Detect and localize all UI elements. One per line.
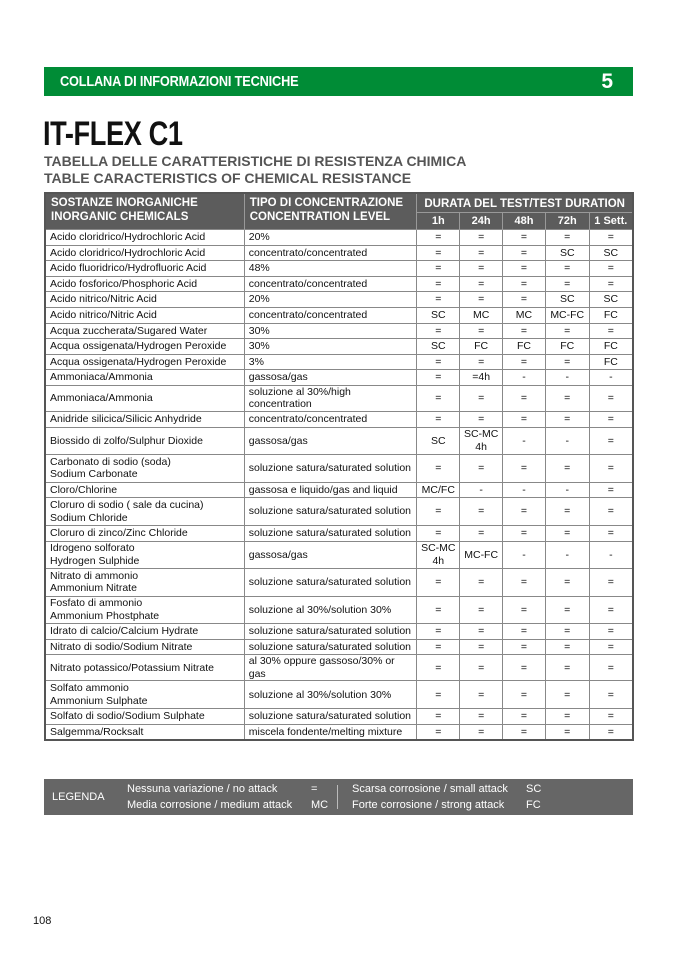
subtitle-italian: TABELLA DELLE CARATTERISTICHE DI RESISTENZA CHIMICA [44, 153, 467, 169]
result-cell: = [460, 498, 503, 526]
result-cell: - [460, 482, 503, 498]
result-cell: = [503, 411, 546, 427]
result-cell: = [545, 411, 589, 427]
table-row [45, 624, 633, 640]
table-row [45, 307, 633, 323]
result-cell: = [545, 276, 589, 292]
result-cell: = [545, 385, 589, 411]
concentration-cell: concentrato/concentrated [244, 411, 417, 427]
concentration-cell: 3% [244, 354, 417, 370]
result-cell: - [545, 427, 589, 455]
result-cell: MC-FC [460, 541, 503, 569]
result-cell: = [589, 230, 633, 246]
result-cell: = [460, 596, 503, 624]
substance-cell: Acido fluoridrico/Hydrofluoric Acid [45, 261, 244, 277]
result-cell: = [545, 709, 589, 725]
result-cell: = [589, 569, 633, 597]
result-cell: = [503, 276, 546, 292]
concentration-cell: gassosa e liquido/gas and liquid [244, 482, 417, 498]
result-cell: FC [589, 307, 633, 323]
result-cell: SC [545, 292, 589, 308]
result-cell: = [417, 681, 460, 709]
result-cell: = [417, 292, 460, 308]
result-cell: = [545, 639, 589, 655]
header-duration: DURATA DEL TEST/TEST DURATION [417, 193, 633, 213]
header-duration-col: 1 Sett. [589, 213, 633, 230]
substance-cell: Acqua zuccherata/Sugared Water [45, 323, 244, 339]
result-cell: MC-FC [545, 307, 589, 323]
result-cell: = [417, 525, 460, 541]
result-cell: = [545, 681, 589, 709]
substance-cell: Anidride silicica/Silicic Anhydride [45, 411, 244, 427]
series-header-bar [44, 67, 633, 96]
result-cell: = [417, 323, 460, 339]
chemical-resistance-table [44, 192, 634, 741]
table-row [45, 681, 633, 709]
chapter-number: 5 [601, 70, 613, 93]
result-cell: = [503, 354, 546, 370]
result-cell: SC [417, 339, 460, 355]
concentration-cell: soluzione satura/saturated solution [244, 569, 417, 597]
header-duration-col: 1h [417, 213, 460, 230]
result-cell: = [503, 681, 546, 709]
substance-cell: Salgemma/Rocksalt [45, 724, 244, 740]
result-cell: - [503, 482, 546, 498]
concentration-cell: 48% [244, 261, 417, 277]
concentration-cell: soluzione al 30%/solution 30% [244, 596, 417, 624]
legend-label: Nessuna variazione / no attack [127, 783, 278, 795]
result-cell: = [460, 569, 503, 597]
result-cell: = [589, 385, 633, 411]
result-cell: = [545, 655, 589, 681]
result-cell: = [460, 261, 503, 277]
result-cell: = [417, 596, 460, 624]
result-cell: = [503, 323, 546, 339]
result-cell: = [460, 411, 503, 427]
substance-cell: Cloruro di sodio ( sale da cucina) Sodium Chloride [45, 498, 244, 526]
result-cell: = [545, 569, 589, 597]
result-cell: - [503, 427, 546, 455]
substance-cell: Carbonato di sodio (soda) Sodium Carbonate [45, 455, 244, 483]
substance-cell: Fosfato di ammonio Ammonium Phostphate [45, 596, 244, 624]
result-cell: = [503, 498, 546, 526]
result-cell: = [460, 292, 503, 308]
legend-code: SC [526, 783, 542, 795]
concentration-cell: soluzione satura/saturated solution [244, 709, 417, 725]
table-row [45, 541, 633, 569]
result-cell: = [460, 624, 503, 640]
result-cell: SC [417, 427, 460, 455]
result-cell: = [417, 655, 460, 681]
legend-bar [44, 779, 633, 815]
result-cell: = [589, 655, 633, 681]
result-cell: =4h [460, 370, 503, 386]
legend-label: Forte corrosione / strong attack [352, 799, 505, 811]
result-cell: = [460, 525, 503, 541]
result-cell: = [460, 655, 503, 681]
header-concentration: TIPO DI CONCENTRAZIONE CONCENTRATION LEVEL [244, 193, 417, 230]
result-cell: - [503, 541, 546, 569]
table-row [45, 385, 633, 411]
result-cell: = [503, 261, 546, 277]
result-cell: = [417, 354, 460, 370]
concentration-cell: soluzione satura/saturated solution [244, 639, 417, 655]
result-cell: = [545, 261, 589, 277]
legend-code: MC [311, 799, 329, 811]
substance-cell: Ammoniaca/Ammonia [45, 370, 244, 386]
result-cell: = [460, 323, 503, 339]
result-cell: MC/FC [417, 482, 460, 498]
substance-cell: Cloro/Chlorine [45, 482, 244, 498]
result-cell: = [589, 498, 633, 526]
concentration-cell: gassosa/gas [244, 370, 417, 386]
table-row [45, 498, 633, 526]
result-cell: FC [503, 339, 546, 355]
legend-divider [337, 785, 338, 809]
table-row [45, 724, 633, 740]
substance-cell: Nitrato di sodio/Sodium Nitrate [45, 639, 244, 655]
table-row [45, 370, 633, 386]
result-cell: MC [460, 307, 503, 323]
result-cell: = [417, 569, 460, 597]
result-cell: = [589, 261, 633, 277]
substance-cell: Acido nitrico/Nitric Acid [45, 307, 244, 323]
result-cell: = [589, 624, 633, 640]
result-cell: SC [417, 307, 460, 323]
result-cell: = [589, 482, 633, 498]
result-cell: SC-MC 4h [417, 541, 460, 569]
table-row [45, 482, 633, 498]
result-cell: = [417, 624, 460, 640]
table-row [45, 639, 633, 655]
result-cell: = [589, 276, 633, 292]
table-row [45, 261, 633, 277]
table-row [45, 339, 633, 355]
table-row [45, 411, 633, 427]
result-cell: = [503, 230, 546, 246]
result-cell: = [417, 709, 460, 725]
concentration-cell: soluzione satura/saturated solution [244, 498, 417, 526]
substance-cell: Idrato di calcio/Calcium Hydrate [45, 624, 244, 640]
table-row [45, 276, 633, 292]
substance-cell: Nitrato di ammonio Ammonium Nitrate [45, 569, 244, 597]
table-row [45, 655, 633, 681]
substance-cell: Acido fosforico/Phosphoric Acid [45, 276, 244, 292]
table-row [45, 354, 633, 370]
concentration-cell: concentrato/concentrated [244, 245, 417, 261]
result-cell: = [503, 596, 546, 624]
result-cell: = [503, 245, 546, 261]
table-row [45, 455, 633, 483]
result-cell: = [589, 709, 633, 725]
result-cell: = [460, 245, 503, 261]
substance-cell: Biossido di zolfo/Sulphur Dioxide [45, 427, 244, 455]
result-cell: FC [545, 339, 589, 355]
result-cell: = [417, 261, 460, 277]
header-duration-col: 48h [503, 213, 546, 230]
concentration-cell: gassosa/gas [244, 427, 417, 455]
legend-code: FC [526, 799, 541, 811]
concentration-cell: al 30% oppure gassoso/30% or gas [244, 655, 417, 681]
substance-cell: Solfato ammonio Ammonium Sulphate [45, 681, 244, 709]
result-cell: = [545, 724, 589, 740]
result-cell: MC [503, 307, 546, 323]
result-cell: FC [589, 354, 633, 370]
result-cell: = [417, 724, 460, 740]
header-duration-col: 24h [460, 213, 503, 230]
result-cell: = [460, 709, 503, 725]
result-cell: = [589, 427, 633, 455]
result-cell: = [417, 455, 460, 483]
result-cell: = [417, 276, 460, 292]
result-cell: = [589, 455, 633, 483]
concentration-cell: miscela fondente/melting mixture [244, 724, 417, 740]
substance-cell: Acqua ossigenata/Hydrogen Peroxide [45, 339, 244, 355]
table-row [45, 230, 633, 246]
result-cell: - [545, 370, 589, 386]
legend-title: LEGENDA [52, 791, 105, 803]
result-cell: = [503, 655, 546, 681]
substance-cell: Nitrato potassico/Potassium Nitrate [45, 655, 244, 681]
result-cell: = [503, 709, 546, 725]
concentration-cell: 30% [244, 323, 417, 339]
result-cell: = [589, 639, 633, 655]
concentration-cell: concentrato/concentrated [244, 307, 417, 323]
result-cell: = [503, 624, 546, 640]
substance-cell: Solfato di sodio/Sodium Sulphate [45, 709, 244, 725]
result-cell: = [460, 681, 503, 709]
result-cell: = [417, 639, 460, 655]
concentration-cell: concentrato/concentrated [244, 276, 417, 292]
result-cell: SC-MC 4h [460, 427, 503, 455]
legend-label: Scarsa corrosione / small attack [352, 783, 508, 795]
substance-cell: Acido nitrico/Nitric Acid [45, 292, 244, 308]
result-cell: = [503, 455, 546, 483]
result-cell: = [545, 354, 589, 370]
legend-code: = [311, 783, 318, 795]
table-row [45, 569, 633, 597]
result-cell: = [417, 411, 460, 427]
result-cell: = [503, 639, 546, 655]
substance-cell: Acido cloridrico/Hydrochloric Acid [45, 230, 244, 246]
subtitle-english: TABLE CARACTERISTICS OF CHEMICAL RESISTANCE [44, 170, 412, 186]
result-cell: = [589, 724, 633, 740]
result-cell: - [589, 541, 633, 569]
product-title: IT-FLEX C1 [43, 115, 183, 153]
table-row [45, 245, 633, 261]
table-row [45, 323, 633, 339]
table-row [45, 525, 633, 541]
result-cell: SC [589, 245, 633, 261]
concentration-cell: soluzione satura/saturated solution [244, 624, 417, 640]
table-row [45, 427, 633, 455]
result-cell: = [545, 525, 589, 541]
result-cell: SC [589, 292, 633, 308]
table-row [45, 596, 633, 624]
concentration-cell: soluzione al 30%/solution 30% [244, 681, 417, 709]
result-cell: = [417, 385, 460, 411]
substance-cell: Idrogeno solforato Hydrogen Sulphide [45, 541, 244, 569]
result-cell: = [460, 639, 503, 655]
table-row [45, 709, 633, 725]
result-cell: FC [589, 339, 633, 355]
concentration-cell: 30% [244, 339, 417, 355]
result-cell: = [503, 525, 546, 541]
result-cell: = [545, 323, 589, 339]
concentration-cell: gassosa/gas [244, 541, 417, 569]
result-cell: = [503, 724, 546, 740]
result-cell: SC [545, 245, 589, 261]
result-cell: - [589, 370, 633, 386]
series-title: COLLANA DI INFORMAZIONI TECNICHE [60, 73, 299, 90]
result-cell: = [589, 525, 633, 541]
concentration-cell: soluzione al 30%/high concentration [244, 385, 417, 411]
substance-cell: Acido cloridrico/Hydrochloric Acid [45, 245, 244, 261]
concentration-cell: 20% [244, 292, 417, 308]
concentration-cell: soluzione satura/saturated solution [244, 455, 417, 483]
result-cell: = [460, 385, 503, 411]
result-cell: - [503, 370, 546, 386]
result-cell: FC [460, 339, 503, 355]
result-cell: = [460, 354, 503, 370]
result-cell: = [545, 230, 589, 246]
substance-cell: Ammoniaca/Ammonia [45, 385, 244, 411]
result-cell: = [503, 292, 546, 308]
result-cell: = [503, 385, 546, 411]
substance-cell: Cloruro di zinco/Zinc Chloride [45, 525, 244, 541]
result-cell: = [589, 596, 633, 624]
result-cell: = [460, 724, 503, 740]
legend-label: Media corrosione / medium attack [127, 799, 293, 811]
result-cell: = [545, 498, 589, 526]
result-cell: - [545, 541, 589, 569]
concentration-cell: 20% [244, 230, 417, 246]
header-duration-col: 72h [545, 213, 589, 230]
table-row [45, 292, 633, 308]
result-cell: = [460, 455, 503, 483]
page-number: 108 [33, 915, 52, 927]
result-cell: - [545, 482, 589, 498]
result-cell: = [545, 596, 589, 624]
result-cell: = [545, 455, 589, 483]
substance-cell: Acqua ossigenata/Hydrogen Peroxide [45, 354, 244, 370]
result-cell: = [589, 411, 633, 427]
header-substance: SOSTANZE INORGANICHE INORGANIC CHEMICALS [45, 193, 244, 230]
result-cell: = [417, 245, 460, 261]
result-cell: = [589, 681, 633, 709]
result-cell: = [417, 370, 460, 386]
result-cell: = [503, 569, 546, 597]
concentration-cell: soluzione satura/saturated solution [244, 525, 417, 541]
result-cell: = [460, 230, 503, 246]
result-cell: = [589, 323, 633, 339]
result-cell: = [417, 230, 460, 246]
result-cell: = [460, 276, 503, 292]
result-cell: = [417, 498, 460, 526]
result-cell: = [545, 624, 589, 640]
